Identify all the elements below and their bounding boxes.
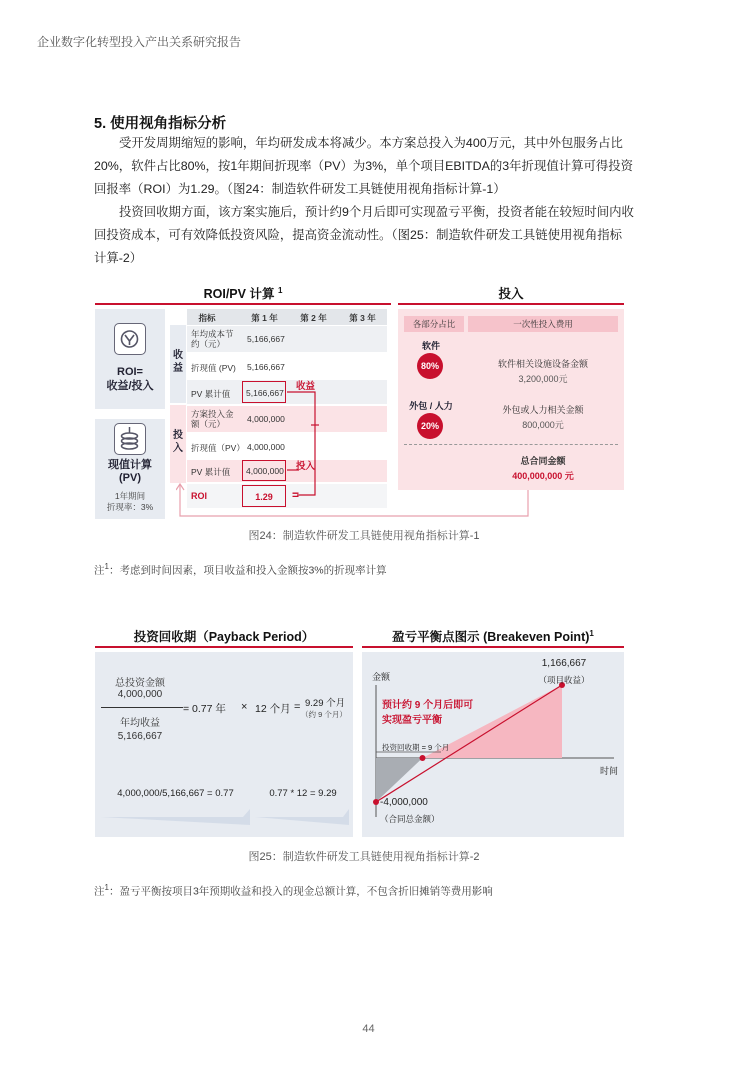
row-y1: 5,166,667 — [247, 362, 285, 372]
income-group — [170, 325, 186, 403]
payback-title-rule — [95, 646, 353, 648]
outsource-cost-label: 外包或人力相关金额 — [502, 405, 584, 415]
times-sign: × — [241, 701, 248, 713]
calc-2: 0.77 * 12 = 9.29 — [269, 788, 337, 799]
figure-24-caption: 图24：制造软件研发工具链使用视角指标计算-1 — [248, 530, 480, 542]
table-row — [187, 354, 387, 378]
numerator-value: 4,000,000 — [117, 689, 163, 700]
equals-sign-2: = — [294, 701, 301, 713]
row-y1: 4,000,000 — [242, 460, 286, 481]
software-cost-value: 3,200,000元 — [518, 374, 568, 384]
pv-label-box — [95, 419, 165, 519]
software-label: 软件 — [421, 341, 440, 351]
payback-tag: 投资回收期 = 9 个月 — [382, 743, 450, 752]
payback-panel — [95, 652, 353, 837]
calc-arrows — [95, 807, 353, 827]
top-note: （项目收益） — [538, 675, 590, 685]
fraction-bar — [101, 707, 183, 708]
row-label: 方案投入金额（元） — [191, 409, 234, 429]
col-header: 第 3 年 — [349, 313, 376, 323]
total-label: 总合同金额 — [520, 456, 566, 466]
breakeven-text: 预计约 9 个月后即可 实现盈亏平衡 — [382, 700, 474, 726]
table-row — [187, 326, 387, 352]
income-group-label: 收益 — [173, 350, 183, 374]
outsource-cost-value: 800,000元 — [522, 420, 564, 430]
cost-header: 一次性投入费用 — [468, 316, 618, 332]
invest-tag: 投入 — [296, 461, 316, 472]
page-number: 44 — [362, 1023, 375, 1035]
breakeven-point — [420, 755, 426, 761]
paragraph-1: 受开发周期缩短的影响，年均研发成本将减少。本方案总投入为400万元，其中外包服务占比20%，软件占比80%，按1年期间折现率（PV）为3%，单个项目EBITDA的3年折现值计算可得投资回报率（ROI）为1.29。（图24：制造软件研发工具链使用视角指标计算-1） — [94, 136, 634, 196]
bottom-note: （合同总金额） — [380, 814, 440, 824]
row-label: 折现值 (PV) — [191, 363, 236, 373]
figure-24-note: 注$^1$：考虑到时间因素，项目收益和投入金额按3%的折现率计算 — [94, 562, 387, 577]
loss-area — [376, 758, 423, 802]
roi-label-line2: 收益/投入 — [106, 380, 154, 392]
invest-title: 投入 — [498, 287, 524, 301]
outsource-label: 外包 / 人力 — [409, 401, 453, 411]
start-point — [373, 799, 379, 805]
roi-label-box — [95, 309, 165, 409]
coins-stack-icon — [114, 423, 146, 455]
breakeven-title: 盈亏平衡点图示 (Breakeven Point)$^1$ — [392, 628, 594, 644]
col-header: 第 2 年 — [300, 313, 327, 323]
money-bag-icon — [114, 323, 146, 355]
y-axis-label: 金额 — [372, 672, 391, 682]
numerator-label: 总投资金额 — [115, 678, 165, 689]
top-value: 1,166,667 — [541, 658, 587, 669]
payback-title: 投资回收期（Payback Period） — [133, 630, 315, 644]
row-label: 折现值（PV） — [191, 443, 245, 453]
pv-label-line2: (PV) — [119, 472, 141, 484]
equals-sign: = — [292, 488, 300, 502]
paragraph-2: 投资回收期方面，该方案实施后，预计约9个月后即可实现盈亏平衡，投资者能在较短时间内收回投资成本，可有效降低投资风险，提高资金流动性。（图25：制造软件研发工具链使用视角指标计算-2） — [94, 205, 634, 265]
result-months: 9.29 个月 — [305, 698, 346, 709]
software-pct-badge: 80% — [417, 353, 443, 379]
denominator-value: 5,166,667 — [117, 731, 163, 742]
breakeven-panel — [362, 652, 624, 837]
row-y1: 5,166,667 — [242, 381, 286, 403]
twelve-months: 12 个月 — [255, 703, 291, 715]
row-y1: 4,000,000 — [247, 442, 285, 452]
breakeven-title-rule — [362, 646, 624, 648]
table-header — [187, 309, 387, 325]
pv-note-line2: 折现率：3% — [106, 502, 154, 512]
bottom-value: -4,000,000 — [380, 797, 428, 808]
denominator-label: 年均收益 — [120, 718, 160, 729]
total-value: 400,000,000 元 — [512, 471, 574, 481]
row-y1: 5,166,667 — [247, 334, 285, 344]
row-y1: 4,000,000 — [247, 414, 285, 424]
roi-pv-title: ROI/PV 计算 $^1$ — [203, 285, 283, 301]
roi-row-label: ROI — [191, 491, 208, 501]
figure-25-caption: 图25：制造软件研发工具链使用视角指标计算-2 — [248, 851, 480, 863]
col-header: 第 1 年 — [251, 313, 278, 323]
pv-note-line1: 1年期间 — [114, 491, 146, 501]
years-result: = 0.77 年 — [183, 703, 226, 715]
pv-label-line1: 现值计算 — [108, 459, 152, 471]
invest-title-rule — [398, 303, 624, 305]
outsource-pct-badge: 20% — [417, 413, 443, 439]
row-label: PV 累计值 — [191, 467, 231, 477]
total-divider — [404, 444, 618, 445]
invest-group — [170, 405, 186, 483]
roi-title-rule — [95, 303, 391, 305]
calc-1: 4,000,000/5,166,667 = 0.77 — [117, 788, 234, 799]
row-label: 年均成本节约（元） — [191, 329, 234, 349]
figure-25-note: 注$^1$：盈亏平衡按项目3年预期收益和投入的现金总额计算，不包含折旧摊销等费用影响 — [94, 883, 493, 898]
share-header: 各部分占比 — [404, 316, 464, 332]
running-header: 企业数字化转型投入产出关系研究报告 — [37, 35, 242, 49]
invest-panel — [398, 309, 624, 490]
roi-label-line1: ROI= — [117, 366, 143, 378]
section-title: 5. 使用视角指标分析 — [94, 116, 227, 132]
x-axis-label: 时间 — [600, 766, 619, 776]
roi-row-value: 1.29 — [242, 485, 286, 507]
software-cost-label: 软件相关设施设备金额 — [497, 359, 588, 369]
result-approx: （约 9 个月） — [301, 710, 347, 719]
invest-group-label: 投入 — [173, 430, 183, 454]
row-label: PV 累计值 — [191, 389, 231, 399]
income-tag: 收益 — [296, 381, 316, 392]
col-header: 指标 — [198, 313, 216, 323]
